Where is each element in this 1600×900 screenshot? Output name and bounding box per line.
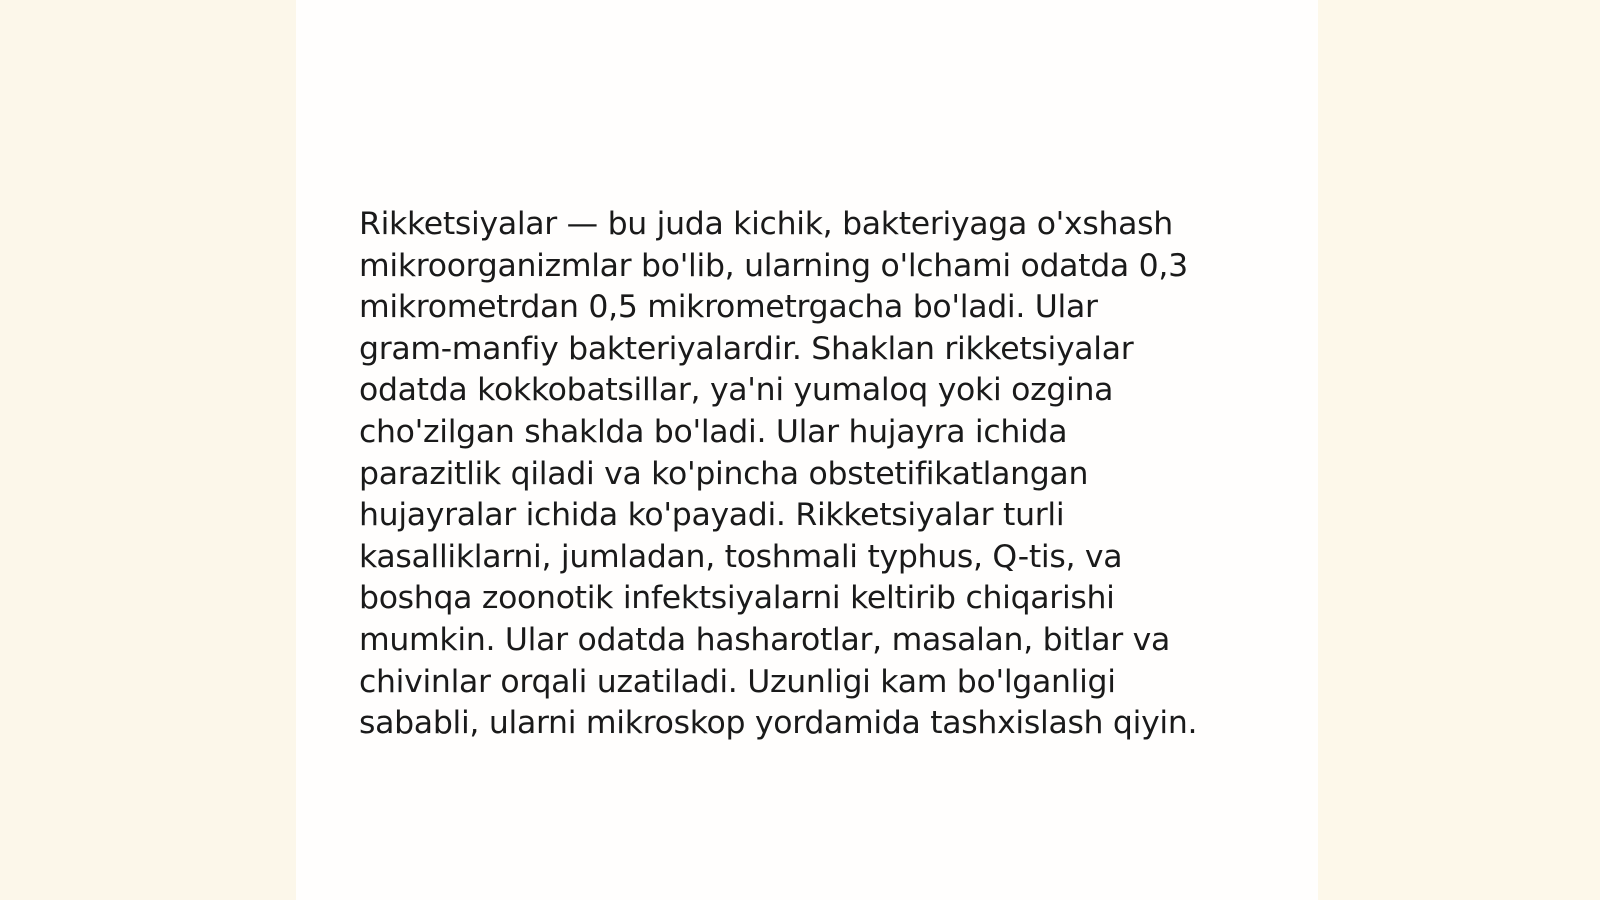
text-line: kasalliklarni, jumladan, toshmali typhus, Q-tis, va <box>359 538 1123 575</box>
text-line: odatda kokkobatsillar, ya'ni yumaloq yoki ozgina <box>359 372 1114 409</box>
text-line: mikrometrdan 0,5 mikrometrgacha bo'ladi. Ular <box>359 289 1098 326</box>
text-line: sababli, ularni mikroskop yordamida tashxislash qiyin. <box>359 705 1198 742</box>
text-line: Rikketsiyalar — bu juda kichik, bakteriyaga o'xshash <box>359 206 1173 242</box>
text-line: boshqa zoonotik infektsiyalarni keltirib chiqarishi <box>359 580 1115 617</box>
text-line: cho'zilgan shaklda bo'ladi. Ular hujayra ichida <box>359 413 1068 450</box>
text-line: mumkin. Ular odatda hasharotlar, masalan, bitlar va <box>359 621 1170 658</box>
slide-canvas <box>296 0 1318 900</box>
text-line: gram-manfiy bakteriyalardir. Shaklan rikketsiyalar <box>359 330 1134 367</box>
slide-body-text <box>359 204 1259 745</box>
text-line: hujayralar ichida ko'payadi. Rikketsiyalar turli <box>359 497 1065 534</box>
text-line: chivinlar orqali uzatiladi. Uzunligi kam bo'lganligi <box>359 663 1116 700</box>
text-line: mikroorganizmlar bo'lib, ularning o'lchami odatda 0,3 <box>359 247 1188 284</box>
background-left-margin <box>0 0 296 900</box>
background-right-margin <box>1318 0 1600 900</box>
text-line: parazitlik qiladi va ko'pincha obstetifikatlangan <box>359 455 1089 492</box>
